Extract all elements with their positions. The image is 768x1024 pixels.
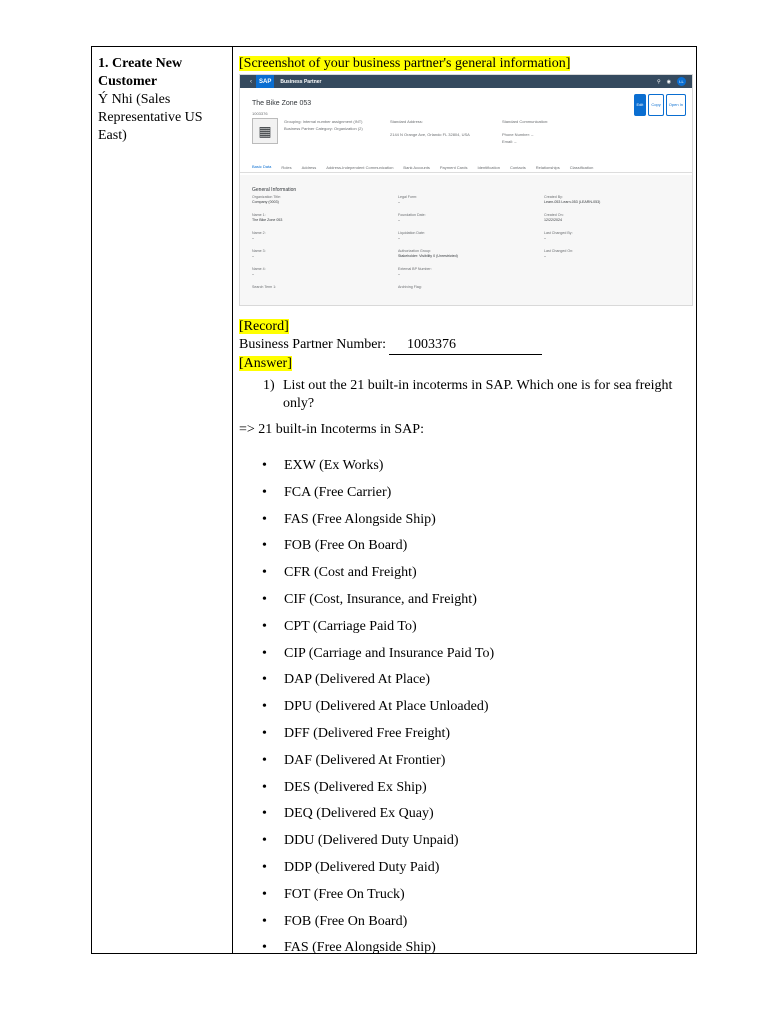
field: Liquidation Date: – — [398, 231, 425, 240]
list-item: • CFR (Cost and Freight) — [239, 564, 694, 591]
field: Foundation Date: – — [398, 213, 426, 222]
back-icon: ‹ — [250, 78, 252, 85]
sap-screenshot — [239, 74, 693, 306]
question-item — [263, 377, 694, 413]
column-divider — [232, 47, 233, 953]
question-list — [239, 377, 694, 413]
question-text: List out the 21 built-in incoterms in SAP. Which one is for sea freight only? — [283, 378, 673, 411]
tab-bar — [240, 163, 692, 173]
field: Name 2: – — [252, 231, 266, 240]
list-item: • FOB (Free On Board) — [239, 913, 694, 940]
task-heading: 1. Create New Customer — [98, 56, 183, 89]
object-header — [240, 88, 692, 158]
answer-lead: => 21 built-in Incoterms in SAP: — [239, 422, 424, 437]
address-block — [390, 118, 470, 138]
incoterm-list — [239, 457, 694, 966]
list-item: • CPT (Carriage Paid To) — [239, 618, 694, 645]
field: Created By: Learn-053 Learn-053 (LEARN-053) — [544, 195, 601, 204]
field: Last Changed On: – — [544, 249, 574, 258]
field: Search Term 1: — [252, 285, 277, 289]
bp-number-value: 1003376 — [389, 336, 542, 355]
tab-address[interactable]: Address — [301, 164, 317, 170]
list-item: • DEQ (Delivered Ex Quay) — [239, 805, 694, 832]
tab-contacts[interactable]: Contacts — [509, 164, 526, 170]
bp-grouping-block — [284, 118, 363, 132]
tab-address-independent[interactable]: Address-Independent Communication — [326, 164, 394, 170]
list-item: • FCA (Free Carrier) — [239, 484, 694, 511]
list-item: • FAS (Free Alongside Ship) — [239, 511, 694, 538]
category: Business Partner Category: Organization (2) — [284, 126, 363, 131]
address-label: Standard Address: — [390, 119, 423, 124]
bp-number-label: Business Partner Number: — [239, 337, 386, 352]
help-icon: ◉ — [666, 78, 671, 85]
list-item: • EXW (Ex Works) — [239, 457, 694, 484]
building-icon: ▦ — [252, 118, 278, 144]
list-item: • FOT (Free On Truck) — [239, 886, 694, 913]
general-info-section — [240, 175, 692, 305]
tab-basic-data[interactable]: Basic Data — [252, 158, 271, 177]
bp-name: The Bike Zone 053 — [252, 100, 312, 107]
question-number: 1) — [263, 378, 275, 393]
answer-label: [Answer] — [239, 356, 292, 371]
communication-label: Standard Communication: — [502, 119, 549, 124]
tab-classification[interactable]: Classification — [569, 164, 594, 170]
screenshot-label: [Screenshot of your business partner's general information] — [239, 56, 571, 71]
edit-button[interactable]: Edit — [634, 94, 647, 116]
assignment-table — [91, 46, 697, 954]
open-in-button[interactable]: Open In — [666, 94, 686, 116]
sap-shell-bar — [240, 75, 692, 88]
right-cell — [239, 55, 694, 966]
sap-logo: SAP — [256, 74, 274, 92]
address-value: 2144 N Orange Ave, Orlando FL 32804, USA — [390, 132, 470, 137]
list-item: • DDU (Delivered Duty Unpaid) — [239, 832, 694, 859]
record-label: [Record] — [239, 319, 289, 334]
list-item: • DFF (Delivered Free Freight) — [239, 725, 694, 752]
bp-number-line — [239, 336, 694, 355]
list-item: • DPU (Delivered At Place Unloaded) — [239, 698, 694, 725]
list-item: • CIP (Carriage and Insurance Paid To) — [239, 645, 694, 672]
list-item: • DAF (Delivered At Frontier) — [239, 752, 694, 779]
tab-relationships[interactable]: Relationships — [535, 164, 560, 170]
field: Archiving Flag: — [398, 285, 422, 289]
field: Name 1: The Bike Zone 053 — [252, 213, 283, 222]
header-actions — [634, 94, 686, 116]
list-item: • DES (Delivered Ex Ship) — [239, 779, 694, 806]
list-item: • FAS (Free Alongside Ship) — [239, 939, 694, 966]
copy-button[interactable]: Copy — [648, 94, 663, 116]
left-cell — [98, 55, 226, 145]
field: Legal Form: – — [398, 195, 418, 204]
tab-payment-cards[interactable]: Payment Cards — [439, 164, 468, 170]
list-item: • CIF (Cost, Insurance, and Freight) — [239, 591, 694, 618]
list-item: • DAP (Delivered At Place) — [239, 671, 694, 698]
avatar: LL — [677, 77, 686, 86]
field: External BP Number: – — [398, 267, 432, 276]
sap-app-title: Business Partner — [280, 78, 322, 85]
field: Name 4: – — [252, 267, 266, 276]
tab-bank-accounts[interactable]: Bank Accounts — [403, 164, 430, 170]
field: Name 3: – — [252, 249, 266, 258]
tab-identification[interactable]: Identification — [477, 164, 500, 170]
email: Email: – — [502, 139, 517, 144]
communication-block — [502, 118, 548, 145]
list-item: • FOB (Free On Board) — [239, 537, 694, 564]
field: Authorization Group: Stakeholder: Visibility 0 (Unrestricted) — [398, 249, 458, 258]
search-icon: ⚲ — [656, 78, 661, 85]
field: Organization Title: Company (0003) — [252, 195, 281, 204]
phone: Phone Number: – — [502, 132, 534, 137]
bp-number: 1003376 — [252, 111, 268, 116]
author-line: Ý Nhi (Sales Representative US East) — [98, 92, 203, 143]
tab-roles[interactable]: Roles — [281, 164, 292, 170]
list-item: • DDP (Delivered Duty Paid) — [239, 859, 694, 886]
grouping: Grouping: Internal number assignment (INT) — [284, 119, 363, 124]
field: Last Changed By: – — [544, 231, 573, 240]
section-title: General Information — [252, 187, 297, 193]
field: Created On: 12/22/2024 — [544, 213, 564, 222]
